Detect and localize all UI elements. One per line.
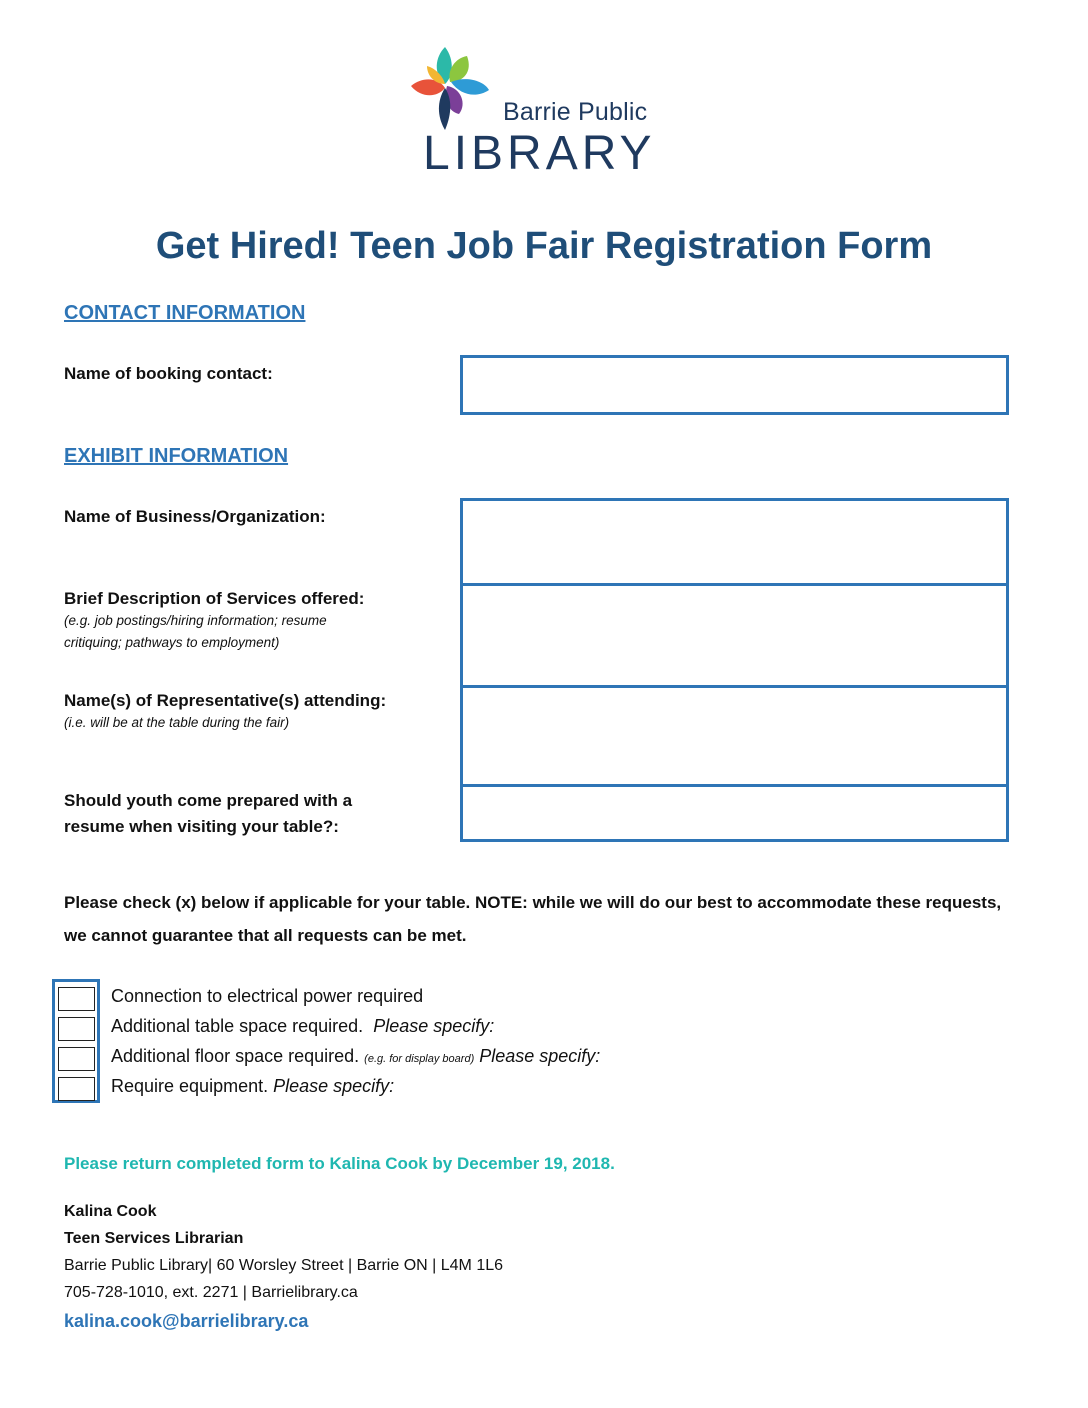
library-logo (405, 42, 680, 182)
option-label-equipment (111, 1076, 394, 1097)
option-specify: Please specify: (373, 1016, 495, 1036)
contact-address: Barrie Public Library| 60 Worsley Street | Barrie ON | L4M 1L6 (64, 1257, 504, 1274)
logo-text-barrie-public: Barrie Public (503, 98, 648, 126)
options-checkbox-group (52, 979, 100, 1103)
option-checkbox-floor-space[interactable] (58, 1047, 95, 1071)
contact-email-link[interactable]: kalina.cook@barrielibrary.ca (64, 1311, 309, 1331)
option-label-floor-space (111, 1046, 600, 1067)
representatives-hint: (i.e. will be at the table during the fair) (64, 715, 290, 730)
option-label-table-space (111, 1016, 494, 1037)
services-hint-line-1: (e.g. job postings/hiring information; resume (64, 613, 327, 628)
option-text: Additional floor space required. (111, 1046, 360, 1066)
option-checkbox-table-space[interactable] (58, 1017, 95, 1041)
resume-field[interactable] (463, 787, 1006, 839)
option-specify: Please specify: (479, 1046, 601, 1066)
resume-label-line-2: resume when visiting your table?: (64, 817, 339, 836)
option-text: Connection to electrical power required (111, 986, 424, 1006)
business-name-field[interactable] (463, 501, 1006, 583)
contact-phone: 705-728-1010, ext. 2271 | Barrielibrary.ca (64, 1284, 358, 1301)
resume-label-line-1: Should youth come prepared with a (64, 791, 353, 810)
exhibit-section-heading: EXHIBIT INFORMATION (64, 445, 289, 467)
services-field[interactable] (463, 586, 1006, 685)
exhibit-fields (460, 498, 1009, 842)
representatives-field[interactable] (463, 688, 1006, 784)
option-text: Additional table space required. (111, 1016, 364, 1036)
library-logo-icon (405, 42, 500, 137)
option-text: Require equipment. (111, 1076, 269, 1096)
option-specify: Please specify: (273, 1076, 395, 1096)
option-note: (e.g. for display board) (364, 1053, 475, 1065)
business-name-label: Name of Business/Organization: (64, 507, 326, 526)
booking-contact-label: Name of booking contact: (64, 364, 273, 383)
contact-name: Kalina Cook (64, 1203, 157, 1220)
contact-role: Teen Services Librarian (64, 1230, 244, 1247)
services-hint-line-2: critiquing; pathways to employment) (64, 635, 280, 650)
option-checkbox-equipment[interactable] (58, 1077, 95, 1101)
booking-contact-field[interactable] (460, 355, 1009, 415)
option-checkbox-electrical[interactable] (58, 987, 95, 1011)
logo-text-library: LIBRARY (423, 127, 656, 180)
return-notice: Please return completed form to Kalina Cook by December 19, 2018. (64, 1154, 615, 1173)
checkbox-instructions: Please check (x) below if applicable for your table. NOTE: while we will do our best to accommodate these requests, we cannot guarantee that all requests can be met. (64, 893, 1002, 945)
form-title: Get Hired! Teen Job Fair Registration Form (155, 225, 933, 267)
services-label: Brief Description of Services offered: (64, 589, 365, 608)
contact-section-heading: CONTACT INFORMATION (64, 302, 306, 324)
option-label-electrical (111, 986, 423, 1007)
representatives-label: Name(s) of Representative(s) attending: (64, 691, 387, 710)
